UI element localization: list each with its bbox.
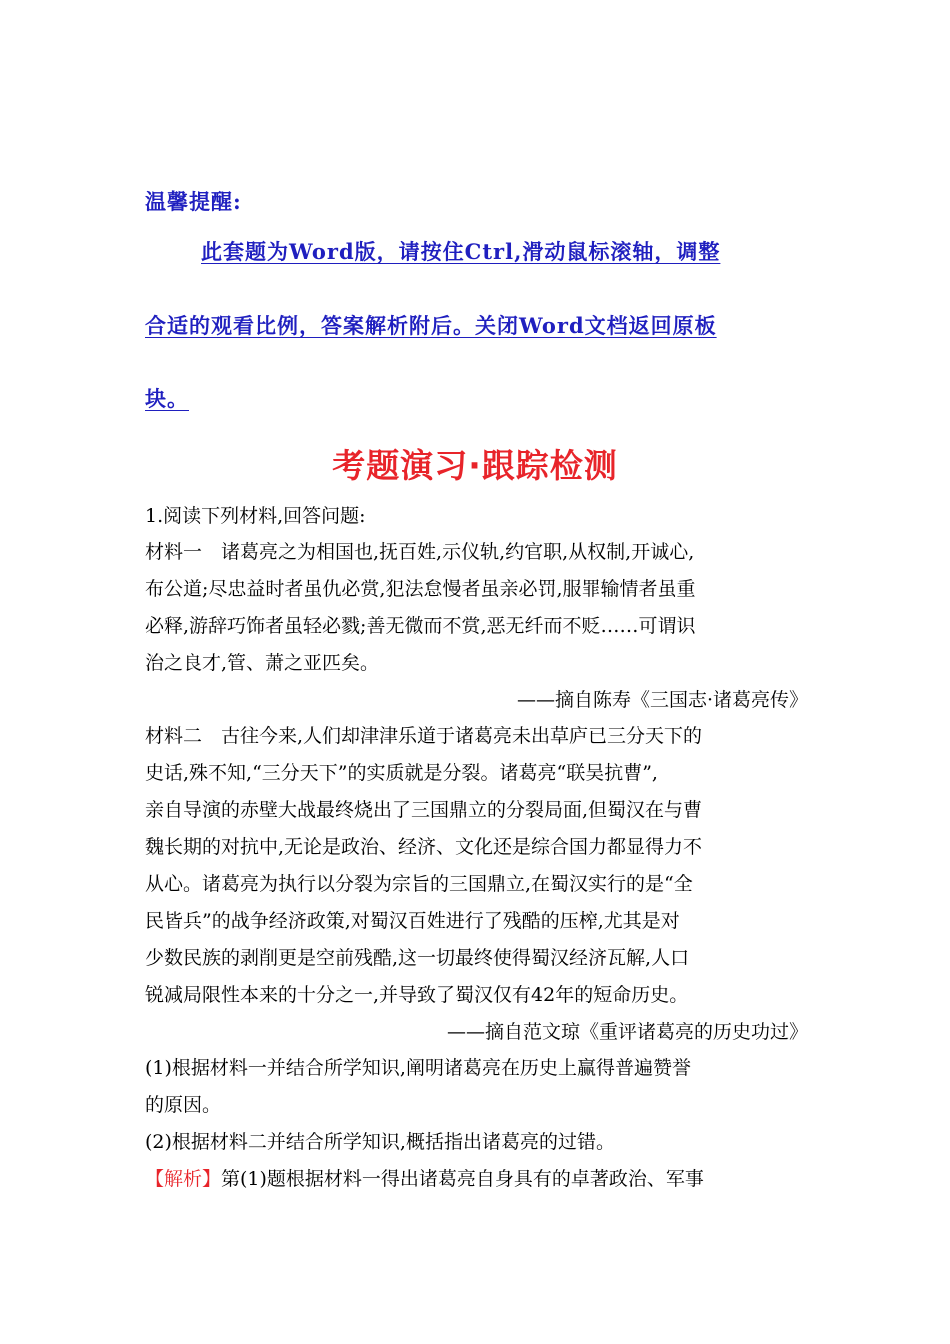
section-title: 考题演习·跟踪检测	[332, 446, 618, 485]
material1-source: ——摘自陈寿《三国志·诸葛亮传》	[516, 689, 808, 711]
material2-line: 少数民族的剥削更是空前残酷,这一切最终使得蜀汉经济瓦解,人口	[145, 947, 690, 969]
material1-line: 治之良才,管、萧之亚匹矣。	[145, 652, 380, 674]
material2-line: 材料二 古往今来,人们却津津乐道于诸葛亮未出草庐已三分天下的	[145, 725, 703, 747]
material1-line: 材料一 诸葛亮之为相国也,抚百姓,示仪轨,约官职,从权制,开诚心,	[145, 541, 695, 563]
analysis-tag: 【解析】	[145, 1168, 222, 1190]
reminder-line-2[interactable]: 合适的观看比例，答案解析附后。关闭Word文档返回原板	[145, 313, 717, 338]
question-intro: 1.阅读下列材料,回答问题:	[145, 505, 366, 527]
analysis-text: 第(1)题根据材料一得出诸葛亮自身具有的卓著政治、军事	[221, 1168, 704, 1190]
sub-question-line: (1)根据材料一并结合所学知识,阐明诸葛亮在历史上赢得普遍赞誉	[145, 1057, 691, 1079]
analysis-line	[145, 1167, 704, 1191]
material2-line: 从心。诸葛亮为执行以分裂为宗旨的三国鼎立,在蜀汉实行的是“全	[145, 873, 693, 895]
reminder-title: 温馨提醒:	[145, 189, 242, 214]
material2-line: 锐减局限性本来的十分之一,并导致了蜀汉仅有42年的短命历史。	[145, 984, 689, 1006]
reminder-line-3[interactable]: 块。	[145, 386, 189, 411]
material2-line: 民皆兵”的战争经济政策,对蜀汉百姓进行了残酷的压榨,尤其是对	[145, 910, 680, 932]
material2-line: 史话,殊不知,“三分天下”的实质就是分裂。诸葛亮“联吴抗曹”,	[145, 762, 658, 784]
sub-question-line: (2)根据材料二并结合所学知识,概括指出诸葛亮的过错。	[145, 1131, 615, 1153]
sub-question-line: 的原因。	[145, 1094, 222, 1116]
material1-line: 必释,游辞巧饰者虽轻必戮;善无微而不赏,恶无纤而不贬……可谓识	[145, 615, 696, 637]
material2-source: ——摘自范文琼《重评诸葛亮的历史功过》	[446, 1021, 808, 1043]
reminder-line-1[interactable]: 此套题为Word版，请按住Ctrl,滑动鼠标滚轴，调整	[201, 239, 721, 264]
material2-line: 魏长期的对抗中,无论是政治、经济、文化还是综合国力都显得力不	[145, 836, 703, 858]
material2-line: 亲自导演的赤壁大战最终烧出了三国鼎立的分裂局面,但蜀汉在与曹	[145, 799, 703, 821]
material1-line: 布公道;尽忠益时者虽仇必赏,犯法怠慢者虽亲必罚,服罪输情者虽重	[145, 578, 696, 600]
